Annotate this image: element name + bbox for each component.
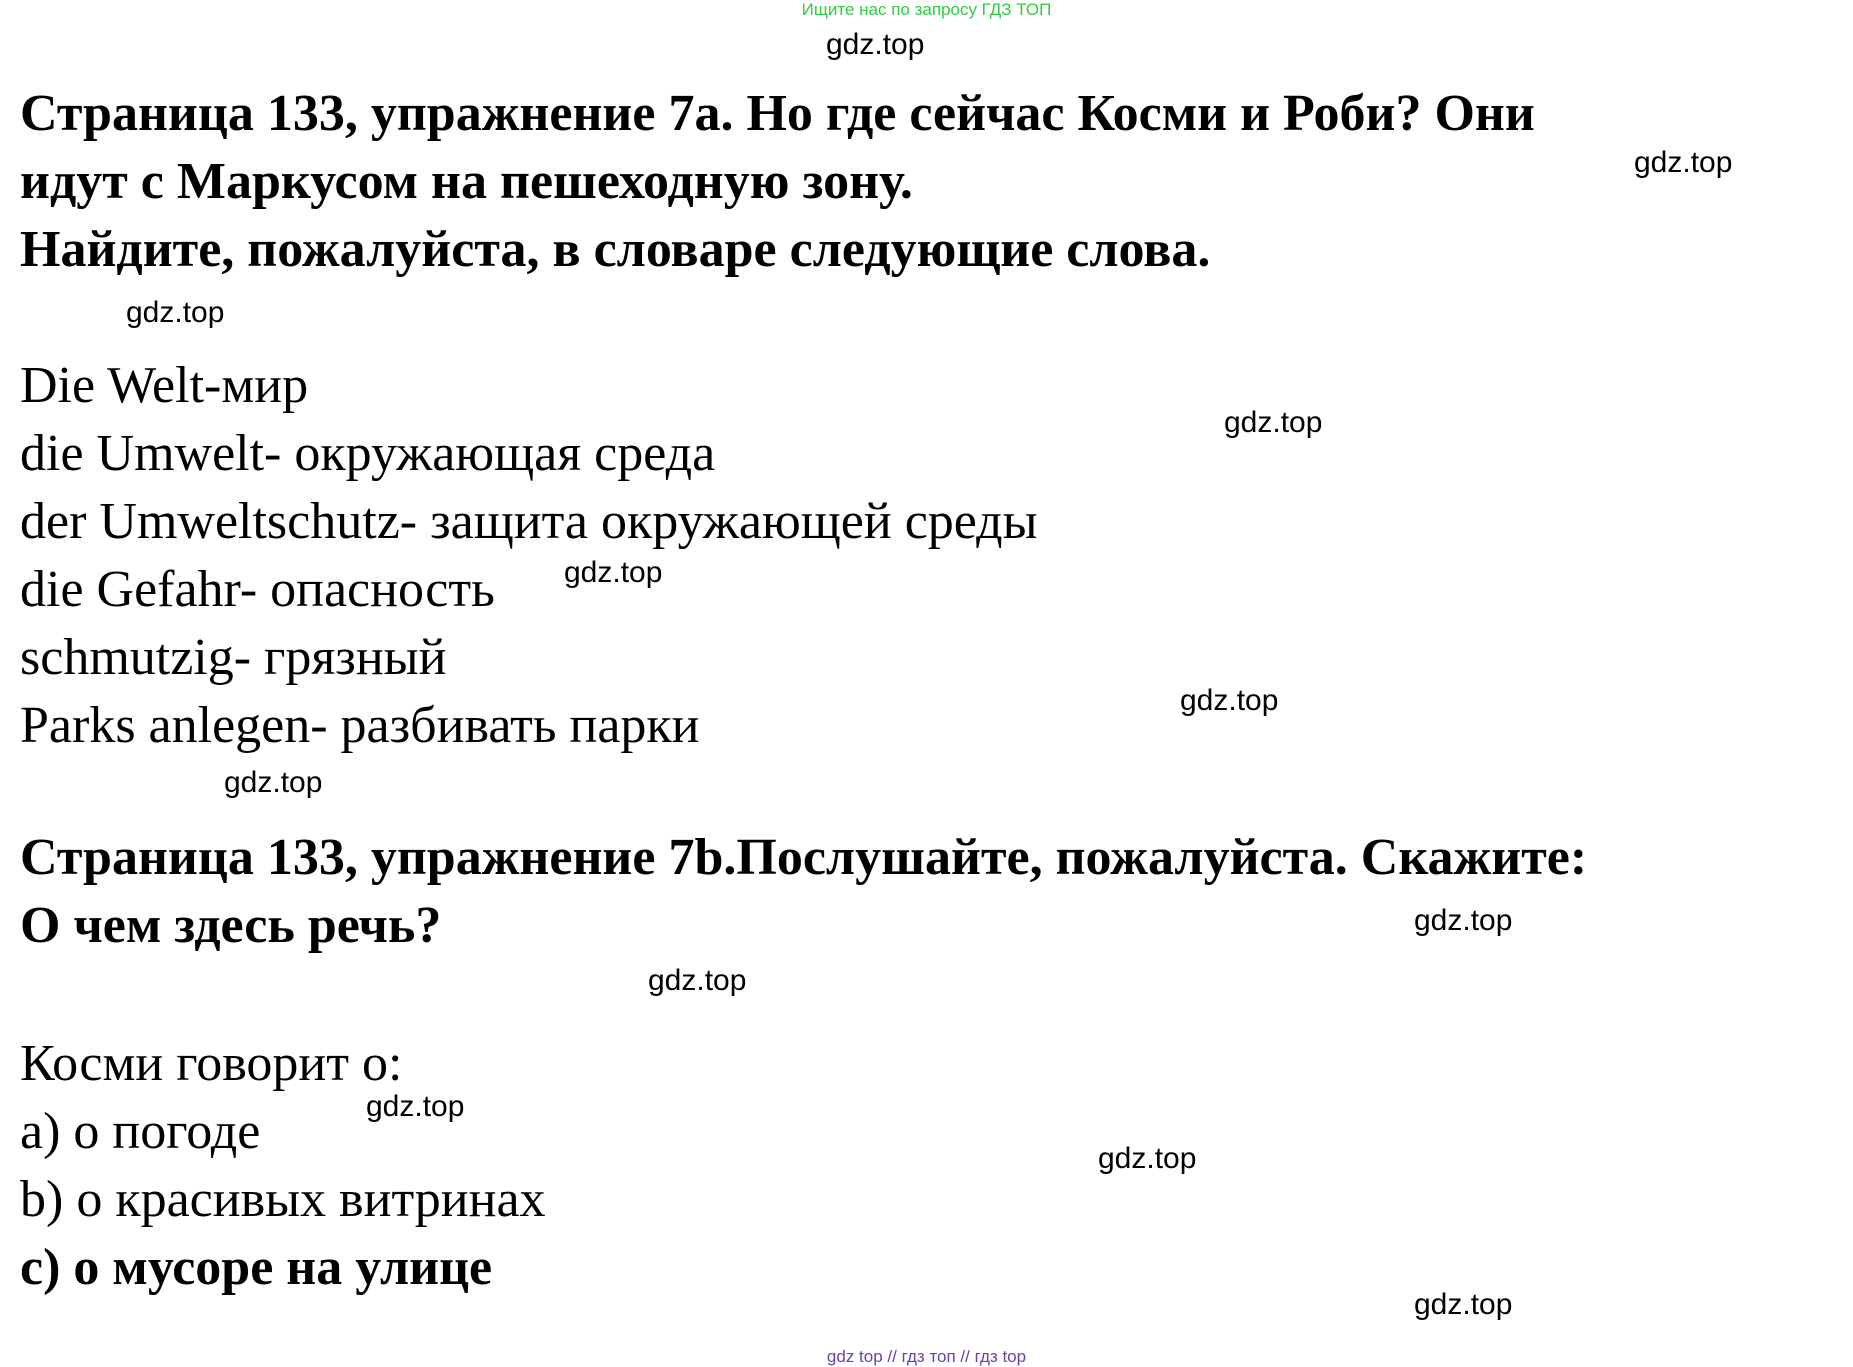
watermark: gdz.top (1634, 146, 1733, 179)
watermark: gdz.top (1414, 904, 1513, 937)
watermark: gdz.top (224, 766, 323, 799)
top-banner: Ищите нас по запросу ГДЗ ТОП (801, 0, 1052, 19)
watermark: gdz.top (1180, 684, 1279, 717)
watermark: gdz.top (1414, 1288, 1513, 1321)
section-b-heading-line1: Страница 133, упражнение 7b.Послушайте, пожалуйста. Скажите: (20, 829, 1588, 886)
vocab-item: der Umweltschutz- защита окружающей среды (20, 493, 1038, 550)
watermark: gdz.top (826, 28, 925, 61)
watermark: gdz.top (366, 1090, 465, 1123)
vocab-item: Die Welt-мир (20, 357, 309, 414)
answer-option-correct: c) о мусоре на улице (20, 1239, 493, 1296)
answer-option: b) о красивых витринах (20, 1171, 546, 1228)
section-a-heading-line3: Найдите, пожалуйста, в словаре следующие слова. (20, 221, 1211, 278)
vocab-item: die Umwelt- окружающая среда (20, 425, 716, 482)
vocab-item: die Gefahr- опасность (20, 561, 495, 618)
answer-intro: Косми говорит о: (20, 1035, 403, 1092)
answer-option: a) о погоде (20, 1103, 261, 1160)
watermark: gdz.top (126, 296, 225, 329)
section-a-heading-line2: идут с Маркусом на пешеходную зону. (20, 153, 913, 210)
footer-watermark: gdz top // гдз топ // гдз top (826, 1347, 1027, 1366)
vocab-item: schmutzig- грязный (20, 629, 447, 686)
watermark: gdz.top (564, 556, 663, 589)
watermark: gdz.top (648, 964, 747, 997)
watermark: gdz.top (1098, 1142, 1197, 1175)
section-a-heading-line1: Страница 133, упражнение 7a. Но где сейчас Косми и Роби? Они (20, 85, 1535, 142)
vocab-item: Parks anlegen- разбивать парки (20, 697, 700, 754)
watermark: gdz.top (1224, 406, 1323, 439)
section-b-heading-line2: О чем здесь речь? (20, 897, 442, 954)
